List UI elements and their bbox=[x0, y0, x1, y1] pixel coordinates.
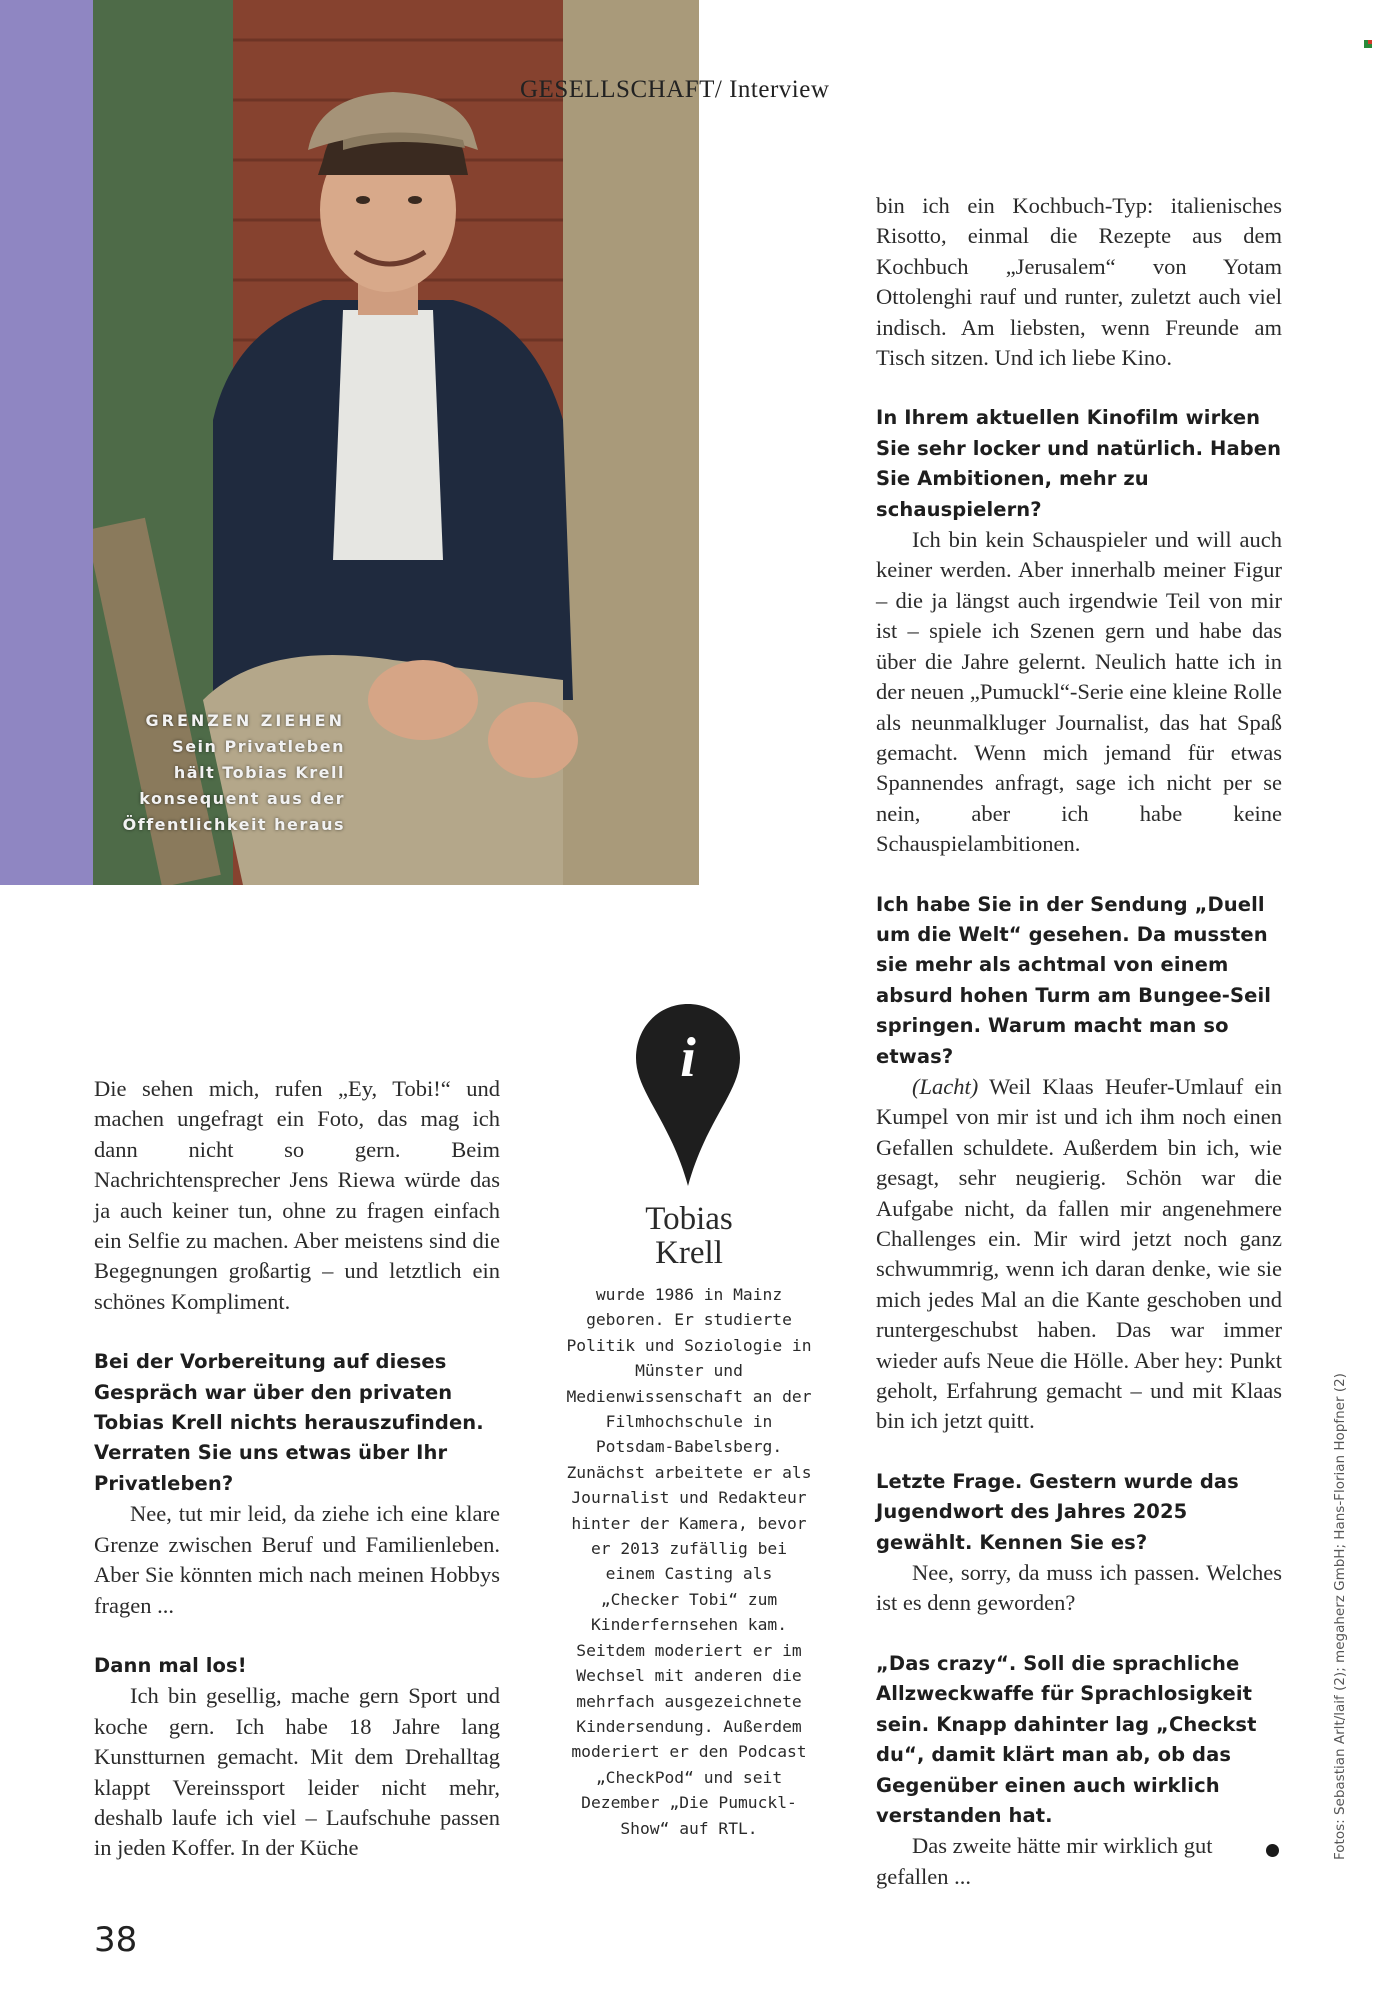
question: „Das crazy“. Soll die sprachliche Allzweckwaffe für Sprachlosigkeit sein. Knapp dahinter lag „Checkst du“, damit klärt man ab, ob das Gegenüber einen auch wirklich verstanden hat. bbox=[876, 1651, 1257, 1827]
right-hand bbox=[488, 702, 578, 778]
answer-text: Weil Klaas Heufer-Umlauf ein Kumpel von mir ist und ich ihm noch einen Gefallen schuldete. Außerdem bin ich, wie gesagt, sehr neugierig. Schön war die Aufgabe nicht, da fallen mir angenehmere Challenges ein. Mir wird jetzt noch ganz schwummrig, wenn ich daran denke, wie sie mich jedes Mal an die Kante geschoben und runtergeschubst haben. Das war immer wieder aufs Neue die Hölle. Aber hey: Punkt geholt, Erfahrung gemacht – und mit Klaas bin ich jetzt quitt. bbox=[876, 1073, 1282, 1434]
answer-aside: (Lacht) bbox=[912, 1073, 979, 1099]
info-letter: i bbox=[680, 1027, 696, 1089]
answer: Nee, sorry, da muss ich passen. Welches ist es denn geworden? bbox=[876, 1560, 1282, 1616]
page-number: 38 bbox=[94, 1920, 138, 1960]
caption-line: hält Tobias Krell bbox=[173, 763, 345, 782]
left-column bbox=[94, 1074, 500, 1864]
caption-line: konsequent aus der bbox=[139, 789, 345, 808]
info-pin-icon bbox=[632, 1000, 744, 1190]
answer: Nee, tut mir leid, da ziehe ich eine klare Grenze zwischen Beruf und Familienleben. Aber Sie könnten mich nach meinen Hobbys fragen ... bbox=[94, 1501, 500, 1618]
answer: Ich bin gesellig, mache gern Sport und koche gern. Ich habe 18 Jahre lang Kunstturnen gemacht. Mit dem Drehalltag klappt Vereinssport leider nicht mehr, deshalb laufe ich viel – Laufschuhe passen in jeden Koffer. In der Küche bbox=[94, 1683, 500, 1861]
corner-color-mark bbox=[1364, 40, 1372, 48]
bio-first-name: Tobias bbox=[645, 1201, 733, 1237]
photo-credits: Fotos: Sebastian Arlt/laif (2); megaherz GmbH; Hans-Florian Hopfner (2) bbox=[1332, 1373, 1348, 1860]
caption-title: GRENZEN ZIEHEN bbox=[145, 711, 345, 730]
answer: Das zweite hätte mir wirklich gut gefallen ... bbox=[876, 1833, 1213, 1889]
caption-line: Sein Privatleben bbox=[172, 737, 345, 756]
question: Ich habe Sie in der Sendung „Duell um die Welt“ gesehen. Da mussten sie mehr als achtmal von einem absurd hohen Turm am Bungee-Seil springen. Warum macht man so etwas? bbox=[876, 892, 1272, 1068]
left-eye bbox=[356, 196, 370, 204]
caption-line: Öffentlichkeit heraus bbox=[122, 815, 345, 834]
bio-last-name: Krell bbox=[655, 1235, 723, 1271]
purple-accent-bar bbox=[0, 0, 93, 885]
section-header: GESELLSCHAFT/ Interview bbox=[520, 76, 830, 103]
paragraph: bin ich ein Kochbuch-Typ: italienisches Risotto, einmal die Rezepte aus dem Kochbuch „Jerusalem“ von Yotam Ottolenghi rauf und runter, zuletzt auch viel indisch. Am liebsten, wenn Freunde am Tisch sitzen. Und ich liebe Kino. bbox=[876, 193, 1282, 371]
right-eye bbox=[408, 196, 422, 204]
question: Dann mal los! bbox=[94, 1653, 247, 1677]
question: Letzte Frage. Gestern wurde das Jugendwort des Jahres 2025 gewählt. Kennen Sie es? bbox=[876, 1469, 1239, 1554]
right-column bbox=[876, 191, 1282, 1892]
bio-text: wurde 1986 in Mainz geboren. Er studierte Politik und Soziologie in Münster und Medienwissenschaft an der Filmhochschule in Potsdam-Babelsberg. Zunächst arbeitete er als Journalist und Redakteur hinter der Kamera, bevor er 2013 zufällig bei einem Casting als „Checker Tobi“ zum Kinderfernsehen kam. Seitdem moderiert er im Wechsel mit anderen die mehrfach ausgezeichnete Kindersendung. Außerdem moderiert er den Podcast „CheckPod“ und seit Dezember „Die Pumuckl-Show“ auf RTL. bbox=[566, 1285, 812, 1838]
question: Bei der Vorbereitung auf dieses Gespräch war über den privaten Tobias Krell nichts herauszufinden. Verraten Sie uns etwas über Ihr Privatleben? bbox=[94, 1350, 484, 1495]
answer: Ich bin kein Schauspieler und will auch keiner werden. Aber innerhalb meiner Figur – die ja längst auch irgendwie Teil von mir ist – spiele ich Szenen gern und habe das über die Jahre gelernt. Neulich hatte ich in der neuen „Pumuckl“-Serie eine kleine Rolle als neunmalkluger Journalist, das hat Spaß gemacht. Wenn mich jemand für etwas Spannendes anfragt, sage ich nicht per se nein, aber ich habe keine Schauspielambitionen. bbox=[876, 527, 1282, 857]
paragraph: Die sehen mich, rufen „Ey, Tobi!“ und machen ungefragt ein Foto, das mag ich dann nicht so gern. Beim Nachrichtensprecher Jens Riewa würde das ja auch keiner tun, ohne zu fragen einfach ein Selfie zu machen. Aber meistens sind die Begegnungen großartig – und letztlich ein schönes Kompliment. bbox=[94, 1076, 500, 1314]
photo-caption bbox=[93, 708, 345, 838]
t-shirt bbox=[333, 310, 443, 560]
left-hand bbox=[368, 660, 478, 740]
answer bbox=[876, 1072, 1282, 1437]
end-mark-dot bbox=[1266, 1844, 1279, 1857]
right-background bbox=[563, 0, 699, 885]
question: In Ihrem aktuellen Kinofilm wirken Sie sehr locker und natürlich. Haben Sie Ambitionen, mehr zu schauspielern? bbox=[876, 406, 1282, 521]
bio-name bbox=[570, 1202, 808, 1270]
